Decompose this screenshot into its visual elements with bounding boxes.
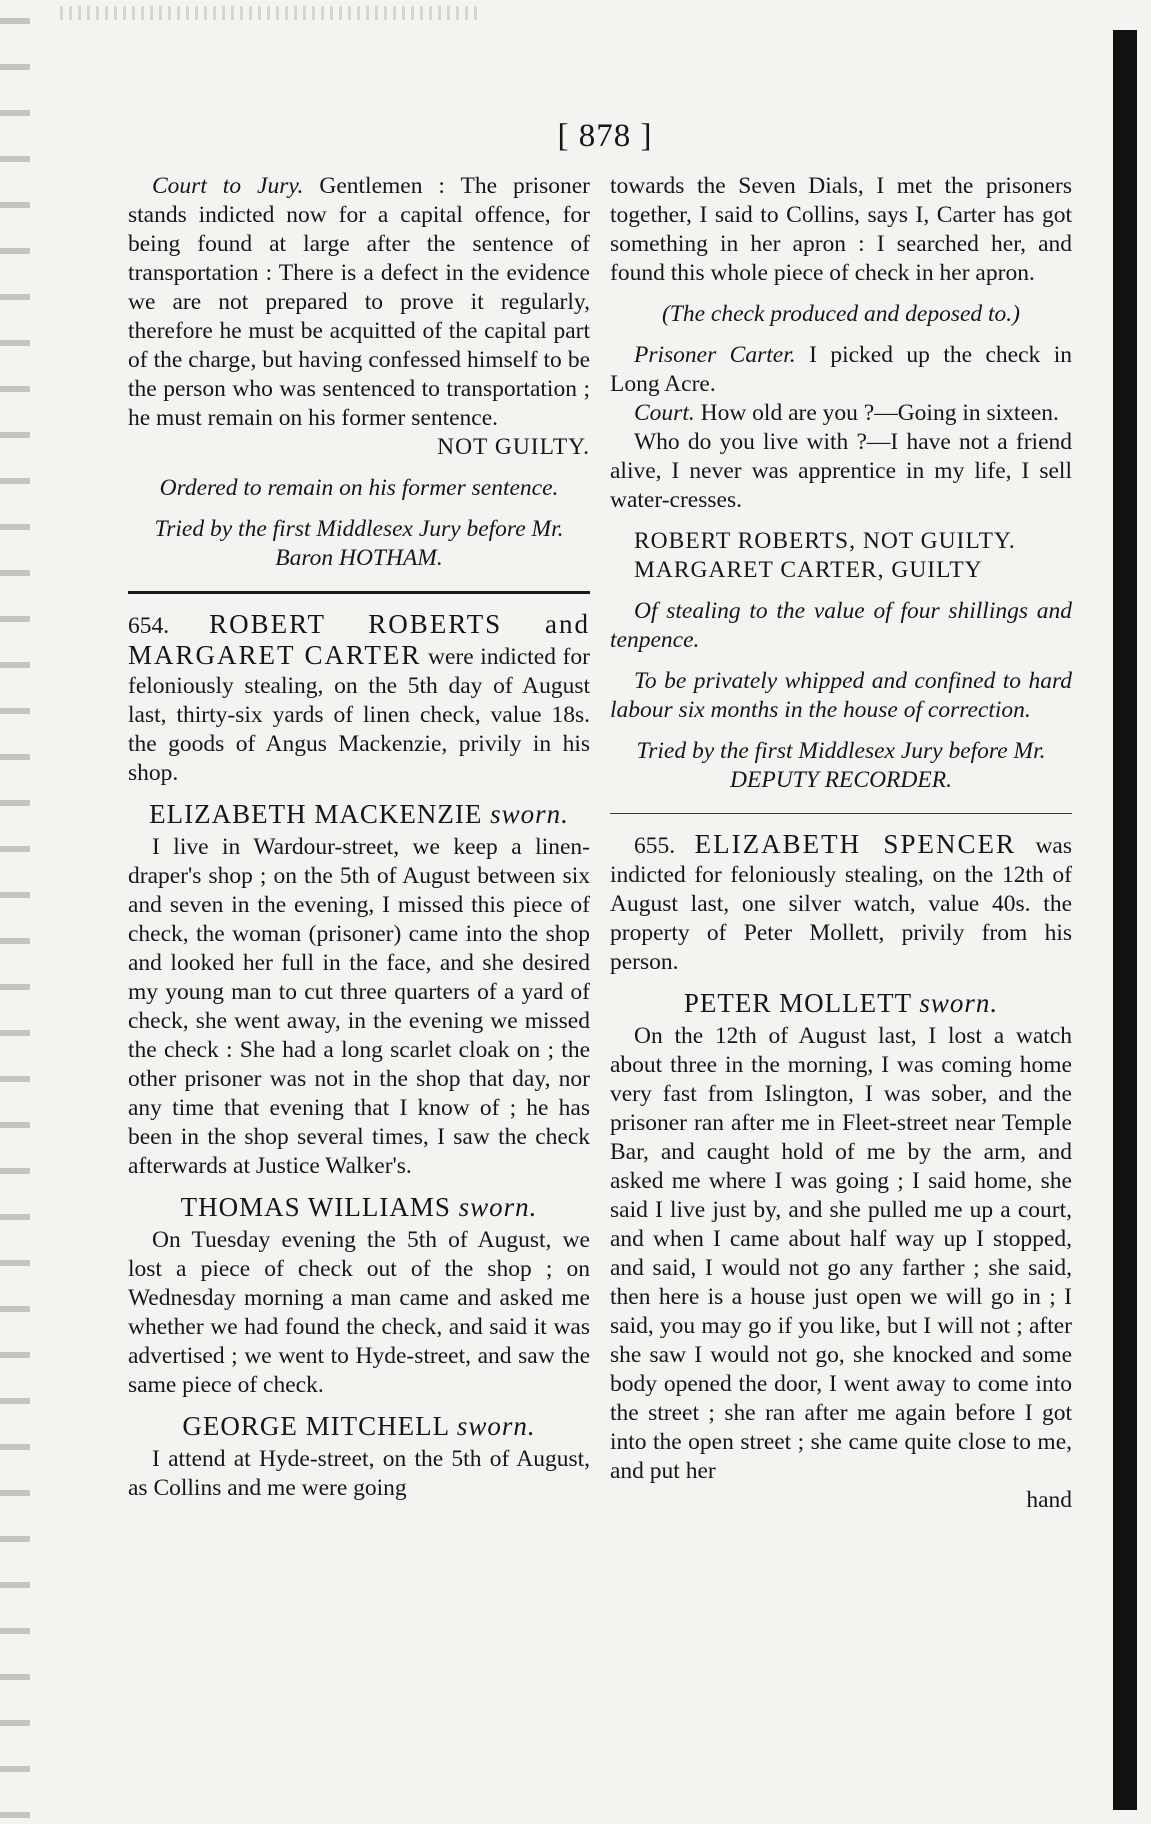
verdict-carter: MARGARET CARTER, GUILTY (634, 557, 983, 583)
page-number: [ 878 ] (557, 118, 653, 154)
sentence: To be privately whipped and confined to hard labour six months in the house of correction. (610, 668, 1072, 723)
case-655-paragraph (610, 830, 1072, 977)
section-rule (610, 813, 1072, 814)
section-rule (128, 591, 590, 594)
ordered-sentence: Ordered to remain on his former sentence. (159, 475, 559, 501)
witness-heading: THOMAS WILLIAMS sworn. (180, 1192, 538, 1222)
verdict-roberts: ROBERT ROBERTS, NOT GUILTY. (634, 528, 1016, 554)
prisoner-text: I picked up the check in Long Acre. (610, 342, 1072, 397)
verdict-not-guilty: NOT GUILTY. (437, 434, 590, 460)
court-to-jury-label: Court to Jury. (152, 173, 304, 199)
witness-testimony: I live in Wardour-street, we keep a linen-draper's shop ; on the 5th of August between six and seven in the evening, I missed this piece of check, the woman (prisoner) came into the shop and looked her full in the face, and she desired my young man to cut three quarters of a yard of check, she went away, in the evening we missed the check : She had a long scarlet cloak on ; the other prisoner was not in the shop that day, nor any time that evening that I know of ; he has been in the shop several times, I saw the check afterwards at Justice Walker's. (128, 834, 590, 1179)
court-label: Court. (634, 400, 695, 426)
court-text: How old are you ?—Going in sixteen. (700, 400, 1059, 426)
check-produced-note: (The check produced and deposed to.) (661, 301, 1021, 327)
catchword: hand (1026, 1487, 1072, 1513)
case-654-text: were indicted for feloniously stealing, on the 5th day of August last, thirty-six yards of linen check, value 18s. the goods of Angus Mackenzie, privily in his shop. (128, 644, 590, 786)
court-to-jury-text: Gentlemen : The prisoner stands indicted now for a capital offence, for being found at large after the sentence of transportation : There is a defect in the evidence we are not prepared to prove it regularly, therefore he must be acquitted of the capital part of the charge, but having confessed himself to be the person who was sentenced to transportation ; he must remain on his former sentence. (128, 173, 590, 431)
who-live-with: Who do you live with ?—I have not a friend alive, I never was apprentice in my life, I sell water-cresses. (610, 429, 1072, 513)
case-655-number: 655. (634, 833, 676, 859)
witness-testimony: I attend at Hyde-street, on the 5th of August, as Collins and me were going (128, 1446, 590, 1501)
court-to-jury-paragraph (128, 172, 590, 433)
case-655-defendant: ELIZABETH SPENCER (694, 829, 1016, 859)
witness-heading: ELIZABETH MACKENZIE sworn. (149, 799, 569, 829)
witness-testimony: On Tuesday evening the 5th of August, we lost a piece of check out of the shop ; on Wednesday morning a man came and asked me whether we had found the check, and said it was advertised ; we went to Hyde-street, and saw the same piece of check. (128, 1227, 590, 1398)
witness-heading: GEORGE MITCHELL sworn. (182, 1411, 536, 1441)
continued-testimony: towards the Seven Dials, I met the prisoners together, I said to Collins, says I, Carter has got something in her apron : I searched her, and found this whole piece of check in her apron. (610, 173, 1072, 286)
right-column (610, 172, 1072, 1515)
court-question (610, 399, 1072, 428)
scan-top-noise (60, 6, 480, 20)
scan-left-edge (0, 0, 30, 1824)
tried-before-recorder: Tried by the first Middlesex Jury before Mr. DEPUTY RECORDER. (636, 738, 1046, 793)
left-column (128, 172, 590, 1503)
witness-heading: PETER MOLLETT sworn. (683, 988, 999, 1018)
case-655-text: was indicted for feloniously stealing, on the 12th of August last, one silver watch, value 40s. the property of Peter Mollett, privily from his person. (610, 833, 1072, 975)
value-finding: Of stealing to the value of four shillings and tenpence. (610, 598, 1072, 653)
case-654-defendants: ROBERT ROBERTS and MARGARET CARTER (128, 609, 591, 670)
witness-testimony: On the 12th of August last, I lost a watch about three in the morning, I was coming home very fast from Islington, I was sober, and the prisoner ran after me in Fleet-street near Temple Bar, and caught hold of me by the arm, and asked me where I was going ; I said home, she said I live just by, and she pulled me up a court, and when I came about half way up I stopped, and said, I would not go any farther ; she said, then here is a house just open we will go in ; I said, you may go if you like, but I will not ; after she saw I would not go, she knocked and some body opened the door, I went away to come into the street ; she ran after me again before I got into the open street ; she came quite close to me, and put her (610, 1023, 1072, 1484)
prisoner-statement (610, 341, 1072, 399)
tried-before-baron: Tried by the first Middlesex Jury before Mr. Baron HOTHAM. (154, 516, 564, 571)
scan-right-edge (1113, 30, 1137, 1810)
prisoner-label: Prisoner Carter. (634, 342, 796, 368)
case-654-number: 654. (128, 613, 170, 639)
case-654-paragraph (128, 610, 590, 788)
